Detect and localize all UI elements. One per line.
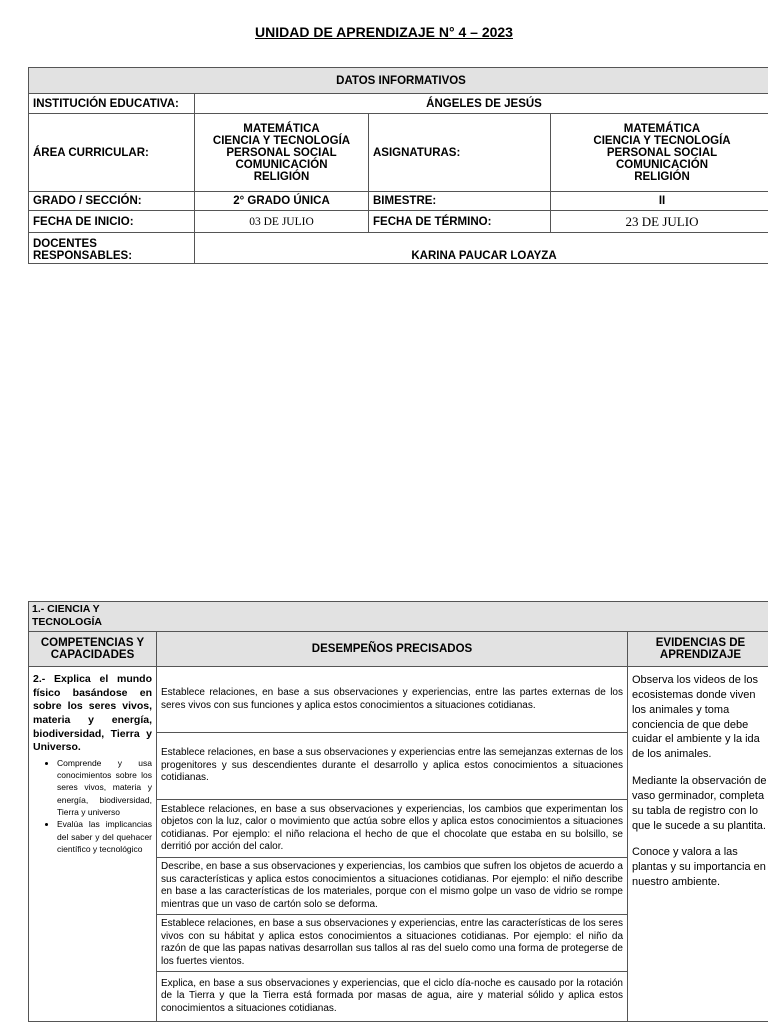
bimestre-label: BIMESTRE: bbox=[369, 192, 551, 211]
area-value: RELIGIÓN bbox=[253, 170, 310, 183]
institucion-label: INSTITUCIÓN EDUCATIVA: bbox=[29, 94, 195, 114]
termino-value: 23 DE JULIO bbox=[551, 211, 768, 233]
datos-informativos-table bbox=[28, 67, 768, 264]
ciencia-tecnologia-table bbox=[28, 601, 768, 1022]
desempeno-item: Explica, en base a sus observaciones y experiencias, que el ciclo día-noche es causado por la rotación de la Tierra y que la Tierra está formada por masas de agua, aire y material sólido y aplica estos conocimientos a situaciones cotidianas. bbox=[157, 972, 628, 1022]
competencia-title: 2.- Explica el mundo físico basándose en sobre los seres vivos, materia y energía, biodiversidad, Tierra y Universo. bbox=[33, 673, 152, 754]
asignatura-value: COMUNICACIÓN bbox=[616, 158, 708, 171]
grado-label: GRADO / SECCIÓN: bbox=[29, 192, 195, 211]
section-title bbox=[29, 602, 768, 632]
bimestre-value: II bbox=[551, 192, 768, 211]
asignatura-value: RELIGIÓN bbox=[634, 170, 690, 183]
asignatura-value: PERSONAL SOCIAL bbox=[606, 146, 718, 159]
area-values bbox=[195, 114, 369, 192]
inicio-value: 03 DE JULIO bbox=[195, 211, 369, 233]
area-value: COMUNICACIÓN bbox=[235, 158, 328, 171]
desempeno-item: Establece relaciones, en base a sus observaciones y experiencias entre las semejanzas externas de los progenitores y sus descendientes durante el desarrollo y aplica estos conocimientos a situaciones cotidianas. bbox=[157, 733, 628, 800]
desempeno-item: Establece relaciones, en base a sus observaciones y experiencias, los cambios que experimentan los objetos con la luz, calor o movimiento que actúa sobre ellos y aplica estos conocimientos a situaciones cotidianas. Por ejemplo: el niño relaciona el hecho de que el chocolate que estaba en su bolsillo, se derritió por acción del calor. bbox=[157, 800, 628, 858]
col-desempenos-header: DESEMPEÑOS PRECISADOS bbox=[157, 632, 628, 667]
evidencia-item: Observa los videos de los ecosistemas donde viven los animales y toma conciencia de que debe cuidar el ambiente y la ida de los animales. bbox=[632, 674, 760, 761]
capacidades-list bbox=[33, 757, 152, 856]
evidencia-item: Conoce y valora a las plantas y su importancia en nuestro ambiente. bbox=[632, 846, 766, 889]
asignatura-value: MATEMÁTICA bbox=[623, 122, 701, 135]
desempeno-item: Describe, en base a sus observaciones y experiencias, los cambios que sufren los objetos de acuerdo a sus características y aplica estos conocimientos a situaciones cotidianas. Por ejemplo: el niño describe en base a las características de los materiales, porque con el mismo golpe un vaso de vidrio se rompe mientras que un vaso de cartón solo se deforma. bbox=[157, 858, 628, 915]
area-value: PERSONAL SOCIAL bbox=[226, 146, 337, 159]
page-title: UNIDAD DE APRENDIZAJE N° 4 – 2023 bbox=[255, 24, 513, 40]
area-value: MATEMÁTICA bbox=[243, 122, 320, 135]
datos-header: DATOS INFORMATIVOS bbox=[29, 68, 768, 94]
asignaturas-label: ASIGNATURAS: bbox=[369, 114, 551, 192]
col-competencias-header: COMPETENCIAS Y CAPACIDADES bbox=[29, 632, 157, 667]
area-value: CIENCIA Y TECNOLOGÍA bbox=[212, 134, 351, 147]
docentes-value: KARINA PAUCAR LOAYZA bbox=[195, 233, 768, 264]
asignatura-value: CIENCIA Y TECNOLOGÍA bbox=[593, 134, 731, 147]
evidencias-cell bbox=[628, 667, 768, 1022]
col-evidencias-header: EVIDENCIAS DE APRENDIZAJE bbox=[628, 632, 768, 667]
desempeno-item: Establece relaciones, en base a sus observaciones y experiencias, entre las características de los seres vivos con su hábitat y aplica estos conocimientos a situaciones cotidianas. Por ejemplo: el niño da razón de que las papas nativas desarrollan sus tallos al ras del suelo como una forma de protegerse de los fuertes vientos. bbox=[157, 915, 628, 972]
competencia-cell bbox=[29, 667, 157, 1022]
grado-value: 2° GRADO ÚNICA bbox=[195, 192, 369, 211]
section-title-text: 1.- CIENCIA Y TECNOLOGÍA bbox=[32, 603, 102, 628]
asignaturas-values bbox=[551, 114, 768, 192]
institucion-value: ÁNGELES DE JESÚS bbox=[195, 94, 768, 114]
capacidad-item: • Comprende y usa conocimientos sobre los seres vivos, materia y energía, biodiversidad, Tierra y universo bbox=[57, 757, 152, 819]
desempeno-item: Establece relaciones, en base a sus observaciones y experiencias, entre las partes externas de los seres vivos con sus funciones y aplica estos conocimientos a situaciones cotidianas. bbox=[157, 667, 628, 733]
evidencia-item: Mediante la observación de vaso germinador, completa su tabla de registro con lo que le sucede a su plantita. bbox=[632, 775, 767, 832]
capacidad-item: • Evalúa las implicancias del saber y del quehacer científico y tecnológico bbox=[57, 818, 152, 855]
area-label: ÁREA CURRICULAR: bbox=[29, 114, 195, 192]
docentes-label: DOCENTES RESPONSABLES: bbox=[29, 233, 195, 264]
termino-label: FECHA DE TÉRMINO: bbox=[369, 211, 551, 233]
inicio-label: FECHA DE INICIO: bbox=[29, 211, 195, 233]
